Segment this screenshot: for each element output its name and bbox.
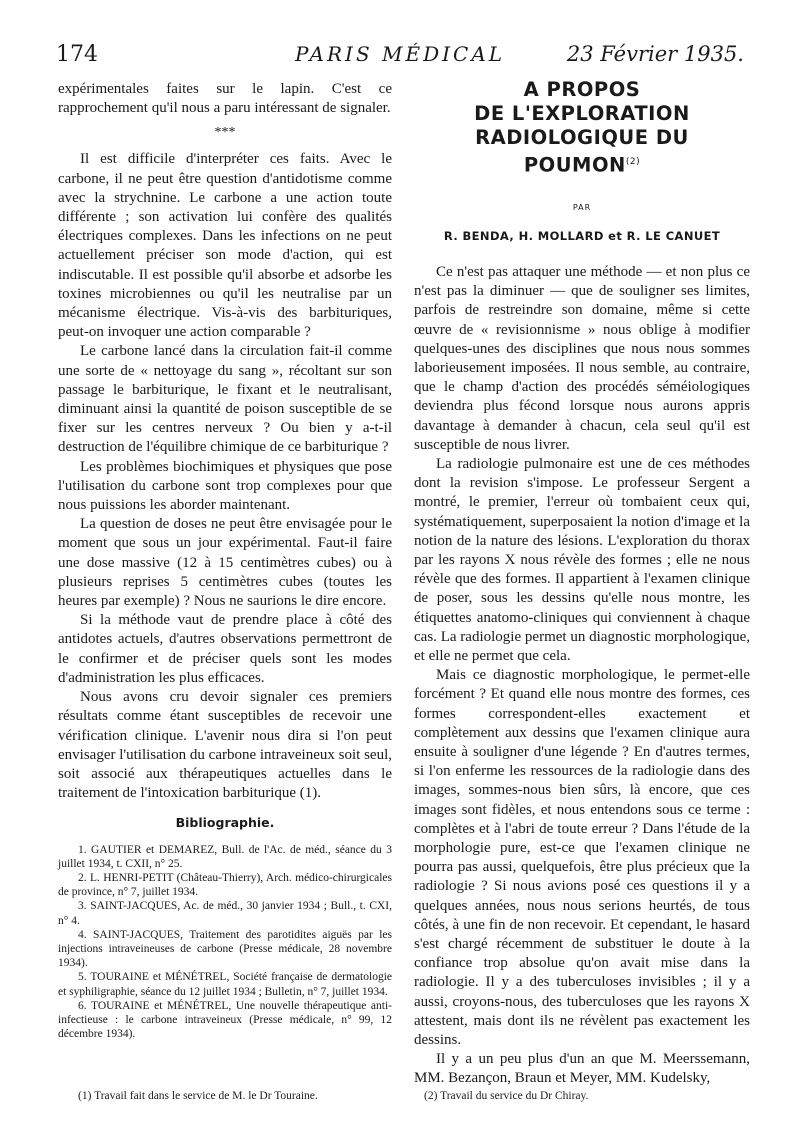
paragraph: Il y a un peu plus d'un an que M. Meerssemann, MM. Bezançon, Braun et Meyer, MM. Kudelsky,: [414, 1051, 750, 1087]
paragraph: Ce n'est pas attaquer une méthode — et non plus ce n'est pas la diminuer — que de souligner ses limites, parfois de restreindre son domaine, même si cette œuvre de « revisionnisme » nous oblige à modifier quelques-unes des disciplines que nous nous sommes laborieusement imposées. Il nous semble, au contraire, que le champ d'action des procédés séméiologiques deviendra plus fécond lorsque nous aurons appris davantage à demander à chacun, cela seul qu'il est susceptible de nous livrer.: [414, 263, 750, 453]
bibliography-entry: 6. TOURAINE et MÉNÉTREL, Une nouvelle thérapeutique anti-infectieuse : le carbone intraveineux (Presse médicale, n° 99, 12 décembre 1934).: [58, 999, 392, 1041]
paragraph: Si la méthode vaut de prendre place à côté des antidotes actuels, d'autres observations permettront de le confirmer et de préciser quels sont les modes d'administration les plus efficaces.: [58, 612, 392, 686]
bibliography-entry: 5. TOURAINE et MÉNÉTREL, Société française de dermatologie et syphiligraphie, séance du 12 juillet 1934 ; Bulletin, n° 7, juillet 1934.: [58, 971, 392, 998]
paragraph: Mais ce diagnostic morphologique, le permet-elle forcément ? Et quand elle nous montre des formes, ces formes correspondent-elles exactement et complètement aux dessins que l'examen clinique aura ensuite à souligner d'une légende ? En d'autres termes, si l'on enferme les ressources de la radiologie dans des images, sommes-nous bien sûrs, là encore, que ces images sont fidèles, et nous entendons sous ce terme : complètes et à l'abri de toute erreur ? Dans l'étude de la morphologie pure, est-ce que l'examen clinique ne pourra pas aussi, quelquefois, être plus précieux que la radiologie ? Si nous avions posé ces questions il y a quelques années, nous nous serions heurtés, de tous côtés, à une fin de non recevoir. Et cependant, le hasard s'est chargé récemment de substituer le doute à la confiance trop absolue qu'on avait mise dans la radiologie. Il y a des tuberculoses invisibles ; il y a aussi, croyons-nous, des tuberculoses que les rayons X attestent, mais dont ils ne révèlent pas exactement les dessins.: [414, 667, 750, 1049]
paragraph: Les problèmes biochimiques et physiques que pose l'utilisation du carbone sont trop complexes pour que nous puissions les aborder maintenant.: [58, 458, 392, 514]
paragraph: Le carbone lancé dans la circulation fait-il comme une sorte de « nettoyage du sang », récoltant sur son passage le barbiturique, le fixant et le neutralisant, diminuant ainsi la quantité de poison susceptible de se fixer sur les centres nerveux ? Ou bien y a-t-il destruction de l'équilibre chimique de ce barbiturique ?: [58, 343, 392, 456]
page-number: 174: [56, 42, 98, 67]
bibliography-entry: 3. SAINT-JACQUES, Ac. de méd., 30 janvier 1934 ; Bull., t. CXI, n° 4.: [58, 900, 392, 927]
paragraph: Nous avons cru devoir signaler ces premiers résultats comme étant susceptibles de recevoir une vérification clinique. L'avenir nous dira si l'on peut envisager l'utilisation du carbone intraveineux soit seul, soit associé aux thérapeutiques actuelles dans le traitement de l'intoxication barbiturique (1).: [58, 689, 392, 802]
article-authors: R. BENDA, H. MOLLARD et R. LE CANUET: [443, 228, 721, 243]
footnote-right: (2) Travail du service du Dr Chiray.: [424, 1090, 589, 1102]
bibliography-entry: 1. GAUTIER et DEMAREZ, Bull. de l'Ac. de méd., séance du 3 juillet 1934, t. CXII, n° 25.: [58, 843, 392, 870]
bibliography-entry: 4. SAINT-JACQUES, Traitement des parotidites aiguës par les injections intraveineuses de carbone (Presse médicale, 28 novembre 1934).: [58, 928, 392, 970]
byline-par: PAR: [572, 202, 592, 212]
title-footnote-marker: (2): [625, 157, 641, 167]
issue-date: 23 Février 1935.: [566, 42, 744, 66]
footnote-left: (1) Travail fait dans le service de M. le Dr Touraine.: [78, 1090, 318, 1102]
title-line: RADIOLOGIQUE DU POUMON: [475, 126, 689, 177]
title-line: DE L'EXPLORATION: [474, 102, 690, 125]
bibliography-entry: 2. L. HENRI-PETIT (Château-Thierry), Arch. médico-chirurgicales de province, n° 7, juillet 1934.: [58, 871, 392, 899]
paragraph: La radiologie pulmonaire est une de ces méthodes dont la revision s'impose. Le professeur Sergent a montré, le premier, l'erreur où tombaient ceux qui, systématiquement, superposaient la notion d'image et la notion de la nature des lésions. L'exploration du thorax par les rayons X nous révèle des formes ; elle ne nous révèle que des formes. Il appartient à l'examen clinique de poser, sous les dessins qu'elle nous montre, les étiquettes anatomo-cliniques qui conviennent à chaque cas. La radiologie permet un diagnostic morphologique, et elle ne permet que cela.: [414, 455, 750, 664]
page-header: [56, 42, 744, 72]
journal-title: PARIS MÉDICAL: [294, 42, 506, 66]
paragraph: Il est difficile d'interpréter ces faits. Avec le carbone, il ne peut être question d'antidotisme comme avec la strychnine. Le carbone a une action toute différente ; son activation lui confère des qualités électriques complexes. Dans les infections on ne peut actuellement préciser son mode d'action, qui est indiscutable. Il est possible qu'il absorbe et adsorbe les toxines microbiennes ou qu'il les neutralise par un mécanisme électrique. Vis-à-vis des barbituriques, peut-on invoquer une action comparable ?: [58, 151, 392, 341]
title-line-last: [414, 126, 750, 178]
article-title: [414, 78, 750, 178]
left-column: [58, 80, 392, 1041]
section-separator: ***: [214, 125, 236, 141]
right-column: [414, 80, 750, 1089]
title-line: A PROPOS: [523, 78, 641, 101]
paragraph: La question de doses ne peut être envisagée pour le moment que sous un jour expérimental. Faut-il faire une dose massive (12 à 15 centimètres cubes) ou à plusieurs reprises 5 centimètres cubes (toutes les heures par exemple) ? Nous ne saurions le dire encore.: [58, 516, 392, 610]
paragraph: expérimentales faites sur le lapin. C'est ce rapprochement qu'il nous a paru intéressant de signaler.: [58, 81, 392, 117]
bibliography-heading: Bibliographie.: [175, 815, 275, 831]
